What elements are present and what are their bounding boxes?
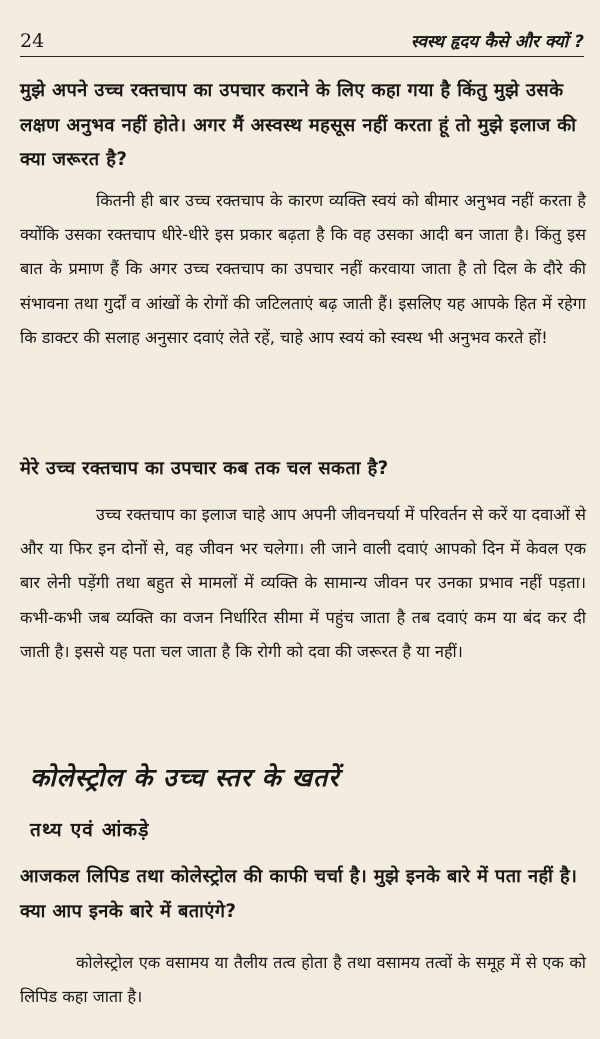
page-number: 24: [20, 30, 45, 52]
answer-3: [20, 946, 586, 1014]
answer-1: [20, 184, 586, 355]
running-header: [20, 24, 584, 57]
answer-3-text: कोलेस्ट्रोल एक वसामय या तैलीय तत्व होता है तथा वसामय तत्वों के समूह में से एक को लिपिड कहा जाता है।: [20, 953, 586, 1007]
answer-2-text: उच्च रक्तचाप का इलाज चाहे आप अपनी जीवनचर्या में परिवर्तन से करें या दवाओं से और या फिर इन दोनों से, वह जीवन भर चलेगा। ली जाने वाली दवाएं आपको दिन में केवल एक बार लेनी पड़ेंगी तथा बहुत से मामलों में व्यक्ति के सामान्य जीवन पर उनका प्रभाव नहीं पड़ता। कभी-कभी जब व्यक्ति का वजन निर्धारित सीमा में पहुंच जाता है तब दवाएं कम या बंद कर दी जाती है। इससे यह पता चल जाता है कि रोगी को दवा की जरूरत है या नहीं।: [20, 505, 586, 661]
section-title: कोलेस्ट्रोल के उच्च स्तर के खतरें: [30, 763, 340, 792]
section-subtitle: तथ्य एवं आंकड़े: [30, 819, 150, 841]
question-2: मेरे उच्च रक्तचाप का उपचार कब तक चल सकता है?: [20, 458, 389, 479]
question-3: आजकल लिपिड तथा कोलेस्ट्रोल की काफी चर्चा है। मुझे इनके बारे में पता नहीं है। क्या आप इनके बारे में बताएंगे?: [20, 866, 578, 922]
running-title: स्वस्थ हृदय कैसे और क्यों ?: [410, 32, 584, 52]
answer-1-text: कितनी ही बार उच्च रक्तचाप के कारण व्यक्ति स्वयं को बीमार अनुभव नहीं करता है क्योंकि उसका रक्तचाप धीरे-धीरे इस प्रकार बढ़ता है कि वह उसका आदी बन जाता है। किंतु इस बात के प्रमाण हैं कि अगर उच्च रक्तचाप का उपचार नहीं करवाया जाता है तो दिल के दौरे की संभावना तथा गुर्दों व आंखों के रोगों की जटिलताएं बढ़ जाती हैं। इसलिए यह आपके हित में रहेगा कि डाक्टर की सलाह अनुसार दवाएं लेते रहें, चाहे आप स्वयं को स्वस्थ भी अनुभव करते हों!: [20, 191, 586, 347]
question-1: मुझे अपने उच्च रक्तचाप का उपचार कराने के लिए कहा गया है किंतु मुझे उसके लक्षण अनुभव नहीं होते। अगर मैं अस्वस्थ महसूस नहीं करता हूं तो मुझे इलाज की क्या जरूरत है?: [20, 80, 577, 170]
answer-2: [20, 498, 586, 669]
